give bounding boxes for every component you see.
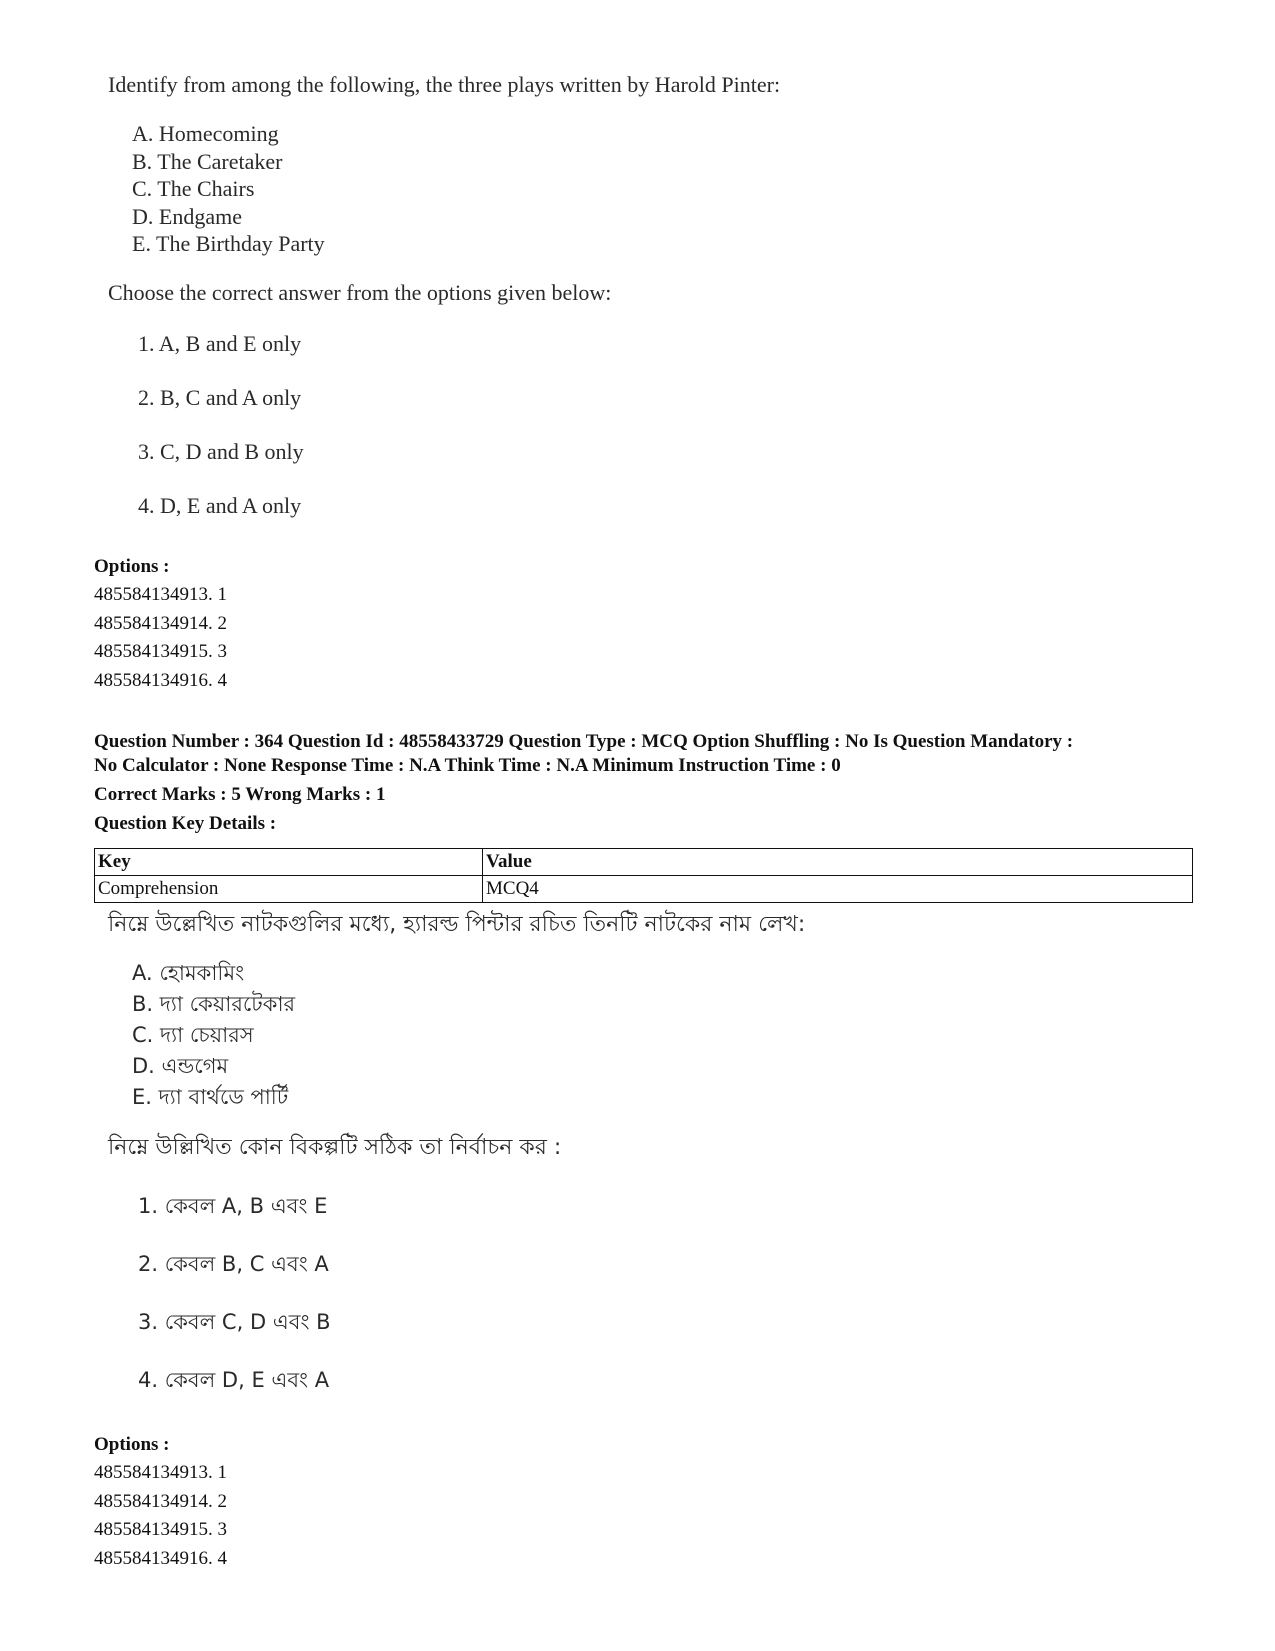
play-item: A. হোমকামিং — [132, 961, 245, 985]
bengali-question-image — [108, 912, 805, 1423]
option-line: 485584134914. 2 — [94, 612, 227, 634]
table-header-row — [95, 849, 1193, 876]
option-line: 485584134914. 2 — [94, 1490, 227, 1512]
answer-choice: 1. কেবল A, B এবং E — [138, 1194, 328, 1218]
key-details-heading: Question Key Details : — [94, 813, 277, 834]
play-list — [108, 120, 780, 258]
answer-choice: 4. D, E and A only — [138, 492, 302, 518]
answer-choice: 2. কেবল B, C এবং A — [138, 1252, 329, 1276]
play-item: E. The Birthday Party — [132, 231, 325, 256]
table-cell: Comprehension — [95, 876, 483, 903]
option-line: 485584134916. 4 — [94, 1547, 227, 1569]
play-list — [108, 958, 805, 1113]
question-metadata — [94, 730, 1194, 836]
answer-choices — [108, 1191, 805, 1423]
table-cell: MCQ4 — [483, 876, 1193, 903]
option-line: 485584134915. 3 — [94, 641, 227, 662]
english-question-image — [108, 72, 780, 547]
play-item: A. Homecoming — [132, 121, 279, 146]
answer-instruction: নিম্নে উল্লিখিত কোন বিকল্পটি সঠিক তা নির্বাচন কর : — [108, 1135, 562, 1160]
option-line: 485584134913. 1 — [94, 1462, 227, 1483]
table-header-cell: Key — [95, 849, 483, 876]
play-item: C. The Chairs — [132, 176, 255, 201]
play-item: E. দ্যা বার্থডে পার্টি — [132, 1085, 289, 1109]
play-item: C. দ্যা চেয়ারস — [132, 1023, 254, 1047]
options-heading: Options : — [94, 1434, 170, 1455]
question-stem: নিম্নে উল্লেখিত নাটকগুলির মধ্যে, হ্যারল্ড পিন্টার রচিত তিনটি নাটকের নাম লেখ: — [108, 912, 806, 937]
answer-choice: 3. C, D and B only — [138, 438, 304, 464]
option-line: 485584134915. 3 — [94, 1519, 227, 1540]
answer-choice: 3. কেবল C, D এবং B — [138, 1310, 331, 1334]
answer-choice: 2. B, C and A only — [138, 384, 302, 410]
play-item: B. The Caretaker — [132, 148, 283, 174]
answer-choice: 4. কেবল D, E এবং A — [138, 1368, 330, 1392]
question-meta-line2: No Calculator : None Response Time : N.A Think Time : N.A Minimum Instruction Time : 0 — [94, 755, 841, 776]
answer-choices — [108, 331, 780, 547]
option-line: 485584134916. 4 — [94, 669, 227, 691]
table-row — [95, 876, 1193, 903]
question-key-table — [94, 848, 1193, 903]
question-stem: Identify from among the following, the three plays written by Harold Pinter: — [108, 72, 781, 97]
marks-line: Correct Marks : 5 Wrong Marks : 1 — [94, 784, 386, 805]
answer-choice: 1. A, B and E only — [138, 330, 302, 356]
play-item: D. Endgame — [132, 203, 242, 229]
table-header-cell: Value — [483, 849, 1193, 876]
question-meta-line1: Question Number : 364 Question Id : 48558433729 Question Type : MCQ Option Shuffling : No Is Question Mandatory : — [94, 731, 1074, 752]
options-block — [94, 553, 1194, 695]
options-heading: Options : — [94, 556, 170, 577]
option-line: 485584134913. 1 — [94, 584, 227, 605]
options-block — [94, 1431, 1194, 1573]
answer-instruction: Choose the correct answer from the options given below: — [108, 279, 612, 305]
play-item: B. দ্যা কেয়ারটেকার — [132, 992, 296, 1016]
play-item: D. এন্ডগেম — [132, 1054, 229, 1078]
